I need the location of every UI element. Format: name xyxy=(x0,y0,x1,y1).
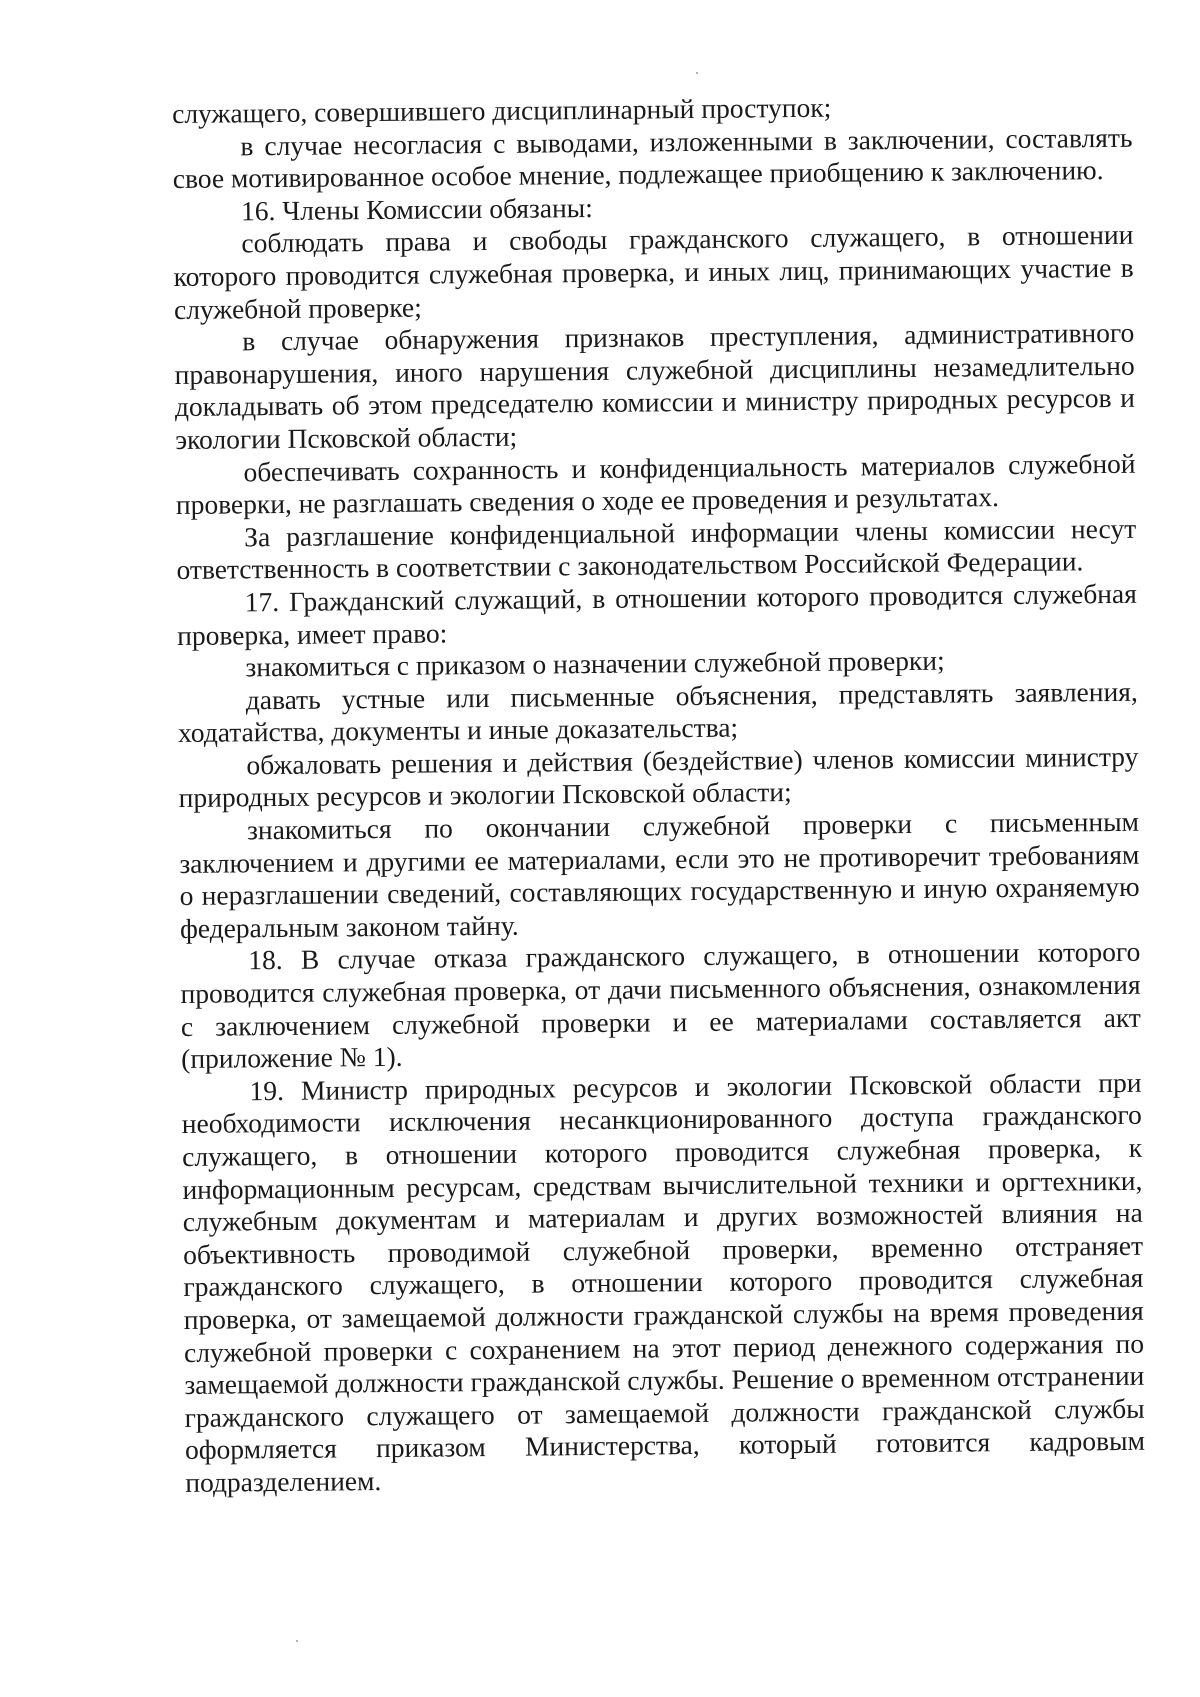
clause-17-item-materials: знакомиться по окончании служебной проверки с письменным заключением и другими ее материалами, если это не противоречит требованиям о неразглашении сведений, составляющих государственную и иную охраняемую федеральным законом тайну. xyxy=(179,805,1140,944)
clause-16-item-confidentiality: обеспечивать сохранность и конфиденциальность материалов служебной проверки, не разглашать сведения о ходе ее проведения и результатах. xyxy=(175,447,1136,521)
document-body xyxy=(172,89,1145,1500)
clause-17-heading: 17. Гражданский служащий, в отношении которого проводится служебная проверка, имеет право: xyxy=(177,577,1137,651)
clause-16-item-rights: соблюдать права и свободы гражданского служащего, в отношении которого проводится служебная проверка, и иных лиц, принимающих участие в служебной проверке; xyxy=(173,219,1134,325)
clause-17-item-explanations: давать устные или письменные объяснения, представлять заявления, ходатайства, документы и иные доказательства; xyxy=(177,675,1138,749)
scan-speck xyxy=(696,72,698,74)
clause-19: 19. Министр природных ресурсов и экологии Псковской области при необходимости исключения несанкционированного доступа гражданского служащего, в отношении которого проводится служебная проверка, к информационным ресурсам, средствам вычислительной техники и оргтехники, служебным документам и материалам и других возможностей влияния на объективность проводимой служебной проверки, временно отстраняет гражданского служащего, в отношении которого проводится служебная проверка, от замещаемой должности гражданской службы на время проведения служебной проверки с сохранением на этот период денежного содержания по замещаемой должности гражданской службы. Решение о временном отстранении гражданского служащего от замещаемой должности гражданской службы оформляется приказом Министерства, который готовится кадровым подразделением. xyxy=(181,1066,1146,1498)
clause-17-item-order: знакомиться с приказом о назначении служебной проверки; xyxy=(245,644,945,683)
paragraph-dissent-opinion: в случае несогласия с выводами, изложенными в заключении, составлять свое мотивированное особое мнение, подлежащее приобщению к заключению. xyxy=(172,121,1133,195)
clause-16-item-report: в случае обнаружения признаков преступления, административного правонарушения, иного нарушения служебной дисциплины незамедлительно докладывать об этом председателю комиссии и министру природных ресурсов и экологии Псковской области; xyxy=(174,316,1136,455)
clause-16-heading: 16. Члены Комиссии обязаны: xyxy=(240,191,593,227)
scan-speck xyxy=(296,1640,298,1642)
clause-18: 18. В случае отказа гражданского служащего, в отношении которого проводится служебная проверка, от дачи письменного объяснения, ознакомления с заключением служебной проверки и ее материалами составляется акт (приложение № 1). xyxy=(180,936,1142,1075)
paragraph-liability: За разглашение конфиденциальной информации члены комиссии несут ответственность в соответствии с законодательством Российской Федерации. xyxy=(176,512,1137,586)
paragraph-continuation: служащего, совершившего дисциплинарный проступок; xyxy=(172,91,832,129)
clause-17-item-appeal: обжаловать решения и действия (бездействие) членов комиссии министру природных ресурсов и экологии Псковской области; xyxy=(178,740,1139,814)
